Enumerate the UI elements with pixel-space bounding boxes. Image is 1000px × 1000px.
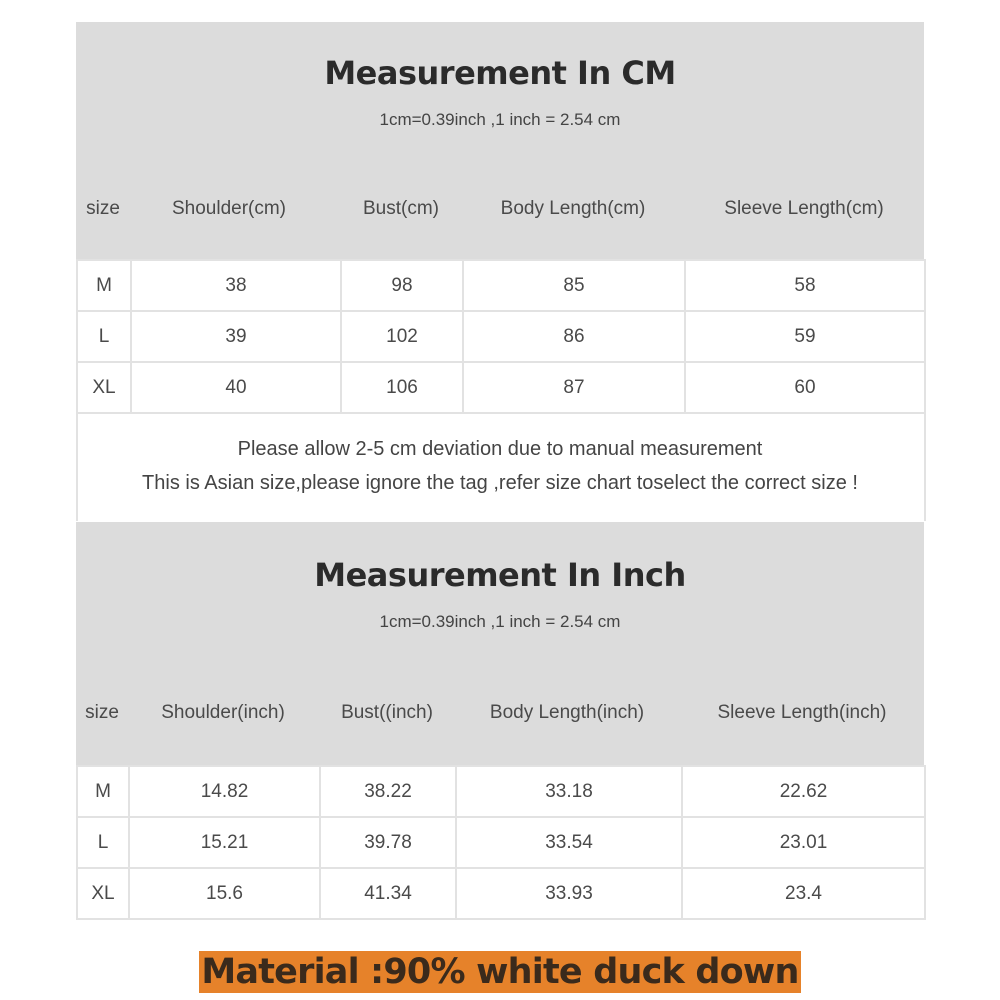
inch-shoulder-cell: 15.6 [129, 868, 320, 919]
inch-header-panel [76, 522, 924, 766]
asian-size-note: This is Asian size,please ignore the tag ,refer size chart toselect the correct size ! [142, 472, 858, 494]
cm-shoulder-cell: 38 [131, 260, 341, 311]
table-row [77, 311, 925, 362]
inch-header-sleeve-length: Sleeve Length(inch) [717, 702, 887, 723]
cm-sleeve-length-cell: 59 [685, 311, 925, 362]
cm-header-sleeve-length: Sleeve Length(cm) [724, 198, 884, 219]
inch-header-body-length: Body Length(inch) [489, 702, 645, 723]
inch-sleeve-length-cell: 23.01 [682, 817, 925, 868]
table-row [77, 260, 925, 311]
inch-size-cell: L [77, 817, 129, 868]
inch-header-bust: Bust((inch) [341, 702, 433, 723]
inch-shoulder-cell: 14.82 [129, 766, 320, 817]
material-banner: Material :90% white duck down [199, 951, 801, 993]
inch-sleeve-length-cell: 23.4 [682, 868, 925, 919]
cm-size-cell: XL [77, 362, 131, 413]
inch-body-length-cell: 33.54 [456, 817, 682, 868]
inch-bust-cell: 38.22 [320, 766, 456, 817]
cm-sleeve-length-cell: 60 [685, 362, 925, 413]
cm-header-panel [76, 22, 924, 260]
inch-bust-cell: 41.34 [320, 868, 456, 919]
inch-body-length-cell: 33.93 [456, 868, 682, 919]
table-row [77, 362, 925, 413]
table-row [77, 868, 925, 919]
cm-title: Measurement In CM [324, 54, 676, 92]
cm-body-length-cell: 87 [463, 362, 685, 413]
cm-bust-cell: 106 [341, 362, 463, 413]
inch-size-cell: XL [77, 868, 129, 919]
cm-bust-cell: 98 [341, 260, 463, 311]
inch-column-headers [76, 702, 924, 732]
cm-size-cell: M [77, 260, 131, 311]
cm-sleeve-length-cell: 58 [685, 260, 925, 311]
cm-bust-cell: 102 [341, 311, 463, 362]
cm-column-headers [76, 198, 924, 228]
inch-header-size: size [85, 702, 119, 723]
cm-shoulder-cell: 39 [131, 311, 341, 362]
table-row [77, 817, 925, 868]
inch-shoulder-cell: 15.21 [129, 817, 320, 868]
deviation-note: Please allow 2-5 cm deviation due to manual measurement [237, 438, 763, 460]
cm-header-size: size [86, 198, 120, 219]
inch-size-cell: M [77, 766, 129, 817]
cm-body-length-cell: 86 [463, 311, 685, 362]
cm-body-length-cell: 85 [463, 260, 685, 311]
inch-body-length-cell: 33.18 [456, 766, 682, 817]
cm-shoulder-cell: 40 [131, 362, 341, 413]
inch-size-table [76, 765, 926, 920]
table-row [77, 766, 925, 817]
cm-header-shoulder: Shoulder(cm) [171, 198, 287, 219]
cm-header-body-length: Body Length(cm) [500, 198, 646, 219]
cm-conversion-note: 1cm=0.39inch ,1 inch = 2.54 cm [379, 110, 621, 129]
cm-size-table [76, 259, 926, 414]
inch-bust-cell: 39.78 [320, 817, 456, 868]
cm-size-cell: L [77, 311, 131, 362]
inch-title: Measurement In Inch [314, 556, 686, 594]
cm-header-bust: Bust(cm) [363, 198, 439, 219]
inch-sleeve-length-cell: 22.62 [682, 766, 925, 817]
inch-header-shoulder: Shoulder(inch) [161, 702, 285, 723]
inch-conversion-note: 1cm=0.39inch ,1 inch = 2.54 cm [379, 612, 621, 631]
